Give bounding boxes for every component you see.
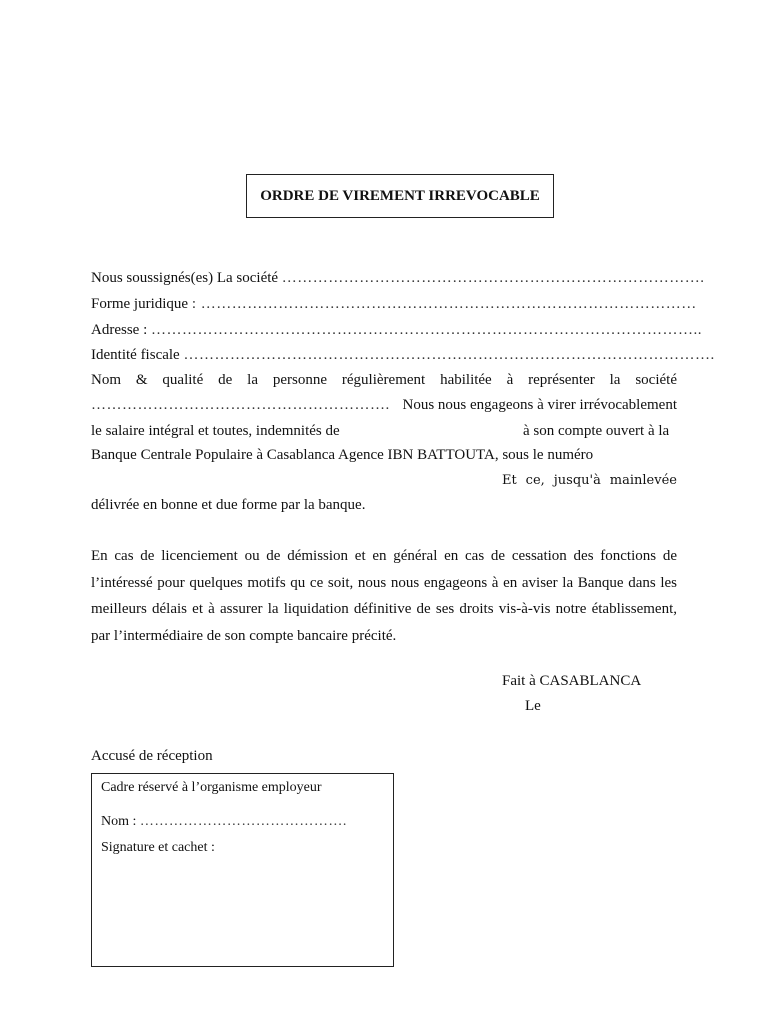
document-title — [246, 174, 554, 218]
engagement-line — [91, 397, 677, 414]
engagement-text: Nous nous engageons à virer irrévocablement — [402, 397, 677, 413]
frame-header: Cadre réservé à l’organisme employeur — [101, 780, 322, 795]
employer-frame — [91, 773, 394, 967]
document-title-text: ORDRE DE VIREMENT IRREVOCABLE — [260, 187, 540, 204]
forme-juridique-label: Forme juridique — [91, 296, 189, 312]
delivree-line: délivrée en bonne et due forme par la banque. — [91, 497, 366, 513]
adresse-label: Adresse : — [91, 322, 148, 338]
fait-a: Fait à CASABLANCA — [502, 673, 642, 689]
forme-juridique-dots: : …………………………………………………………………………………… — [191, 296, 697, 312]
forme-juridique-line — [91, 296, 697, 313]
representant-dots: …………………………………………………. — [91, 397, 390, 413]
date-label: Le — [525, 698, 541, 714]
identite-fiscale-label: Identité fiscale — [91, 347, 180, 363]
mainlevee-line: Et ce, jusqu'à mainlevée — [502, 473, 677, 488]
identite-fiscale-dots: …………………………………………………………………………………………. — [183, 347, 715, 363]
salaire-left: le salaire intégral et toutes, indemnités de — [91, 423, 340, 439]
adresse-line — [91, 322, 702, 339]
salaire-right: à son compte ouvert à la — [523, 423, 670, 439]
representant-line: Nom & qualité de la personne régulièrement habilitée à représenter la société — [91, 372, 677, 388]
adresse-dots: …………………………………………………………………………………………….. — [151, 322, 702, 338]
frame-signature-label: Signature et cachet : — [101, 840, 215, 855]
frame-nom-dots: ……………………………………. — [139, 814, 347, 829]
licenciement-paragraph: En cas de licenciement ou de démission et en général en cas de cessation des fonctions de l’intéressé pour quelques motifs qu ce soit, nous nous engageons à en aviser la Banque dans les meilleurs délais et à assurer la liquidation définitive de ses droits vis-à-vis notre établissement, par l’intermédiaire de son compte bancaire précité. — [91, 548, 677, 644]
societe-label: Nous soussignés(es) La société — [91, 270, 279, 286]
banque-line: Banque Centrale Populaire à Casablanca Agence IBN BATTOUTA, sous le numéro — [91, 447, 594, 463]
identite-fiscale-line — [91, 347, 715, 364]
societe-line — [91, 270, 705, 287]
societe-dots: ………………………………………………………………………. — [281, 270, 705, 286]
frame-nom-line — [101, 814, 347, 830]
frame-nom-label: Nom : — [101, 814, 137, 829]
accuse-reception: Accusé de réception — [91, 748, 213, 764]
